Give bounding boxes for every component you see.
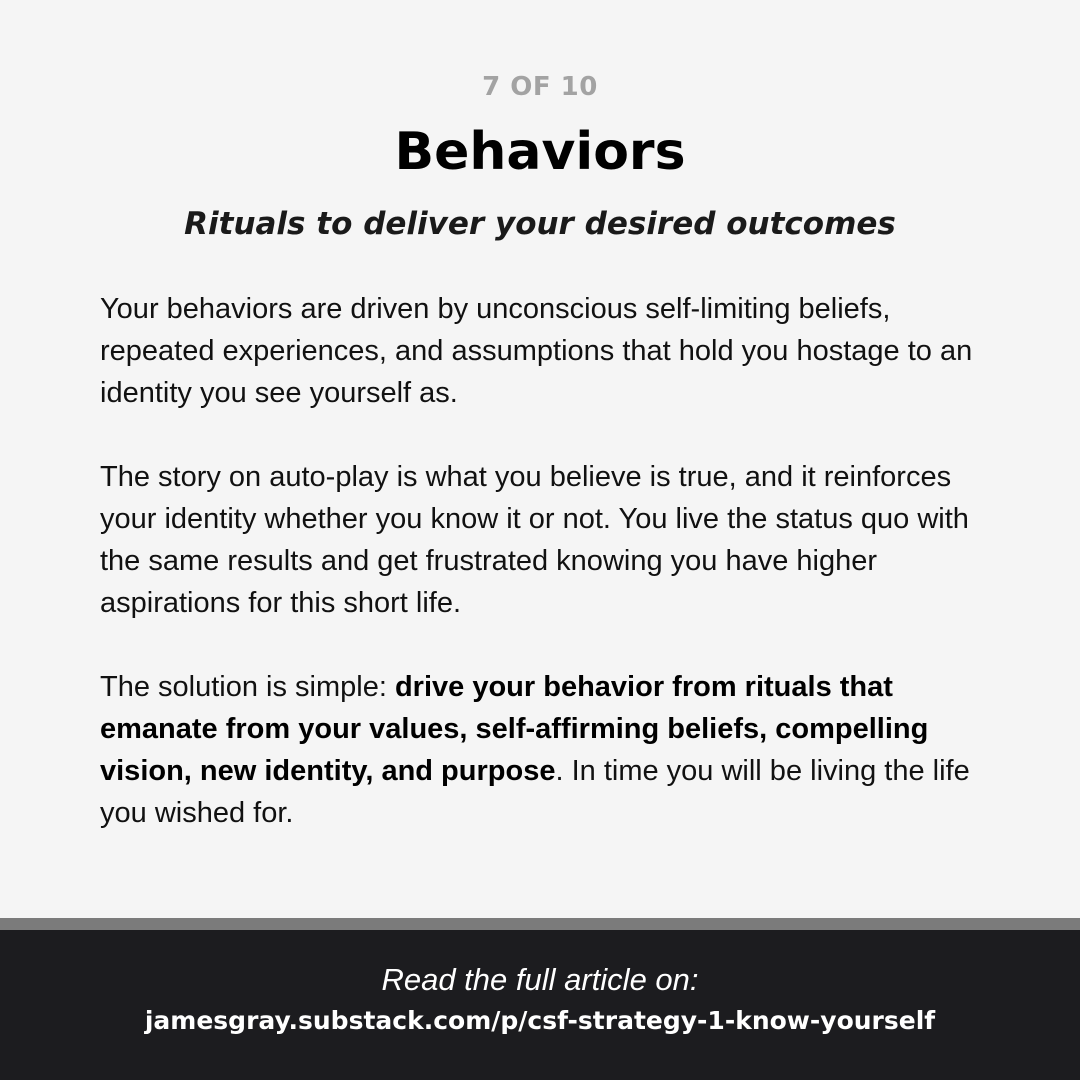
paragraph-3-start: The solution is simple:: [100, 671, 395, 703]
footer: [0, 930, 1080, 1080]
article-link[interactable]: jamesgray.substack.com/p/csf-strategy-1-know-yourself: [144, 1006, 936, 1035]
paragraph-3: [100, 666, 1000, 834]
paragraph-1: Your behaviors are driven by unconscious self-limiting beliefs, repeated experiences, and assumptions that hold you hostage to an identity you see yourself as.: [100, 293, 973, 409]
slide-counter: 7 OF 10: [482, 72, 598, 102]
body-text: [100, 288, 1000, 876]
footer-cta: Read the full article on:: [381, 962, 699, 997]
paragraph-3-end: . In time you will be living the life you wished for.: [100, 755, 970, 829]
slide-subtitle: Rituals to deliver your desired outcomes: [184, 206, 896, 242]
paragraph-3-emphasis: drive your behavior from rituals that emanate from your values, self-affirming beliefs, compelling vision, new identity, and purpose: [100, 671, 929, 787]
paragraph-2: The story on auto-play is what you believe is true, and it reinforces your identity whether you know it or not. You live the status quo with the same results and get frustrated knowing you have higher aspirations for this short life.: [100, 461, 969, 619]
slide-title: Behaviors: [394, 122, 686, 182]
